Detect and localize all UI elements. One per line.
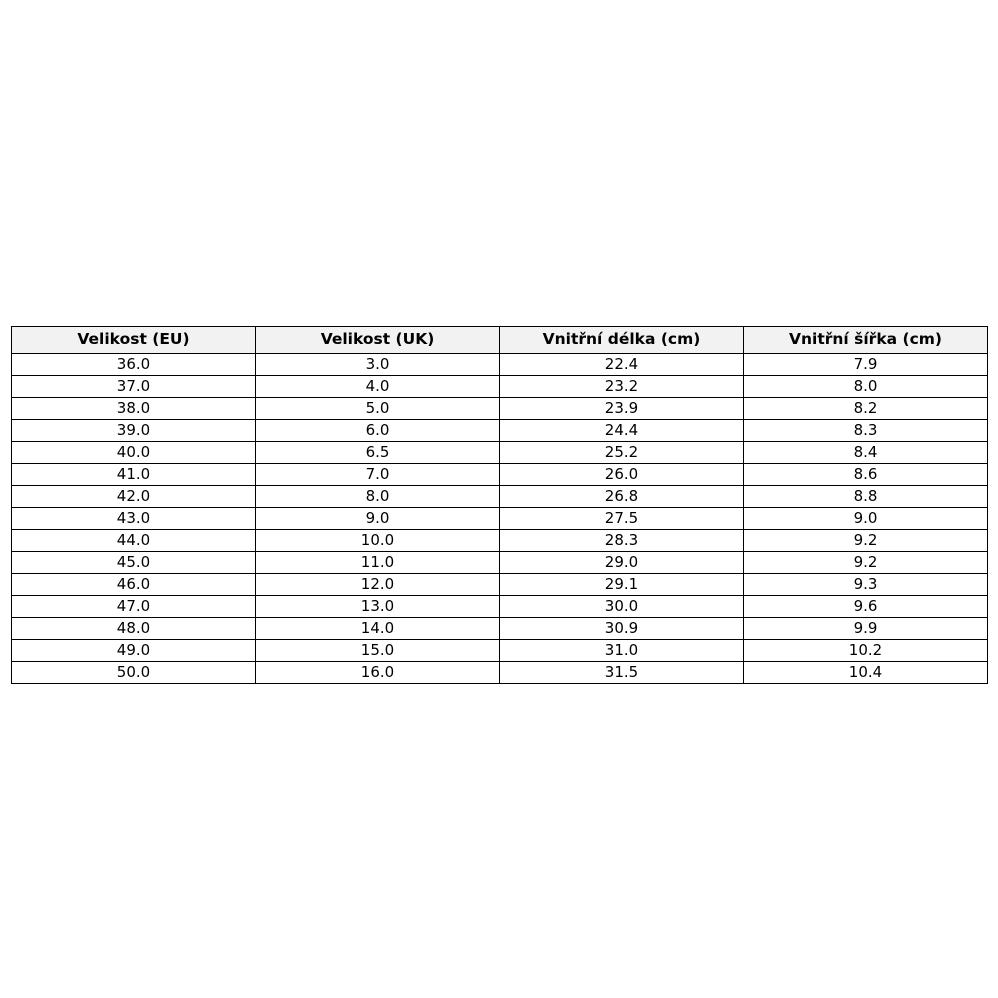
table-row	[12, 463, 988, 485]
table-row	[12, 595, 988, 617]
table-row	[12, 617, 988, 639]
table-row	[12, 375, 988, 397]
cell-inner-length: 30.0	[500, 595, 744, 617]
column-header-inner-width: Vnitřní šířka (cm)	[744, 327, 988, 354]
cell-inner-length: 24.4	[500, 419, 744, 441]
cell-inner-width: 8.3	[744, 419, 988, 441]
table-row	[12, 529, 988, 551]
cell-eu-size: 42.0	[12, 485, 256, 507]
cell-eu-size: 45.0	[12, 551, 256, 573]
cell-eu-size: 46.0	[12, 573, 256, 595]
column-header-inner-length: Vnitřní délka (cm)	[500, 327, 744, 354]
cell-inner-length: 26.8	[500, 485, 744, 507]
cell-uk-size: 15.0	[256, 639, 500, 661]
cell-uk-size: 14.0	[256, 617, 500, 639]
cell-inner-length: 29.0	[500, 551, 744, 573]
cell-inner-width: 10.2	[744, 639, 988, 661]
cell-inner-length: 23.2	[500, 375, 744, 397]
column-header-eu-size: Velikost (EU)	[12, 327, 256, 354]
cell-eu-size: 38.0	[12, 397, 256, 419]
table-row	[12, 507, 988, 529]
cell-inner-length: 23.9	[500, 397, 744, 419]
cell-eu-size: 44.0	[12, 529, 256, 551]
cell-uk-size: 6.5	[256, 441, 500, 463]
cell-inner-length: 30.9	[500, 617, 744, 639]
cell-eu-size: 48.0	[12, 617, 256, 639]
cell-inner-width: 9.6	[744, 595, 988, 617]
cell-inner-width: 8.0	[744, 375, 988, 397]
cell-eu-size: 47.0	[12, 595, 256, 617]
table-row	[12, 419, 988, 441]
cell-inner-width: 9.3	[744, 573, 988, 595]
cell-inner-length: 31.5	[500, 661, 744, 683]
cell-inner-length: 26.0	[500, 463, 744, 485]
cell-inner-width: 8.4	[744, 441, 988, 463]
table-row	[12, 573, 988, 595]
cell-inner-length: 22.4	[500, 353, 744, 375]
cell-uk-size: 13.0	[256, 595, 500, 617]
cell-inner-width: 9.2	[744, 529, 988, 551]
cell-inner-length: 25.2	[500, 441, 744, 463]
cell-inner-width: 9.0	[744, 507, 988, 529]
cell-inner-width: 8.2	[744, 397, 988, 419]
table-row	[12, 353, 988, 375]
cell-inner-length: 29.1	[500, 573, 744, 595]
cell-uk-size: 11.0	[256, 551, 500, 573]
cell-inner-length: 31.0	[500, 639, 744, 661]
cell-uk-size: 8.0	[256, 485, 500, 507]
cell-uk-size: 5.0	[256, 397, 500, 419]
table-header	[12, 327, 988, 354]
cell-uk-size: 9.0	[256, 507, 500, 529]
cell-eu-size: 41.0	[12, 463, 256, 485]
cell-eu-size: 43.0	[12, 507, 256, 529]
cell-eu-size: 40.0	[12, 441, 256, 463]
table-row	[12, 639, 988, 661]
cell-uk-size: 4.0	[256, 375, 500, 397]
column-header-uk-size: Velikost (UK)	[256, 327, 500, 354]
cell-eu-size: 36.0	[12, 353, 256, 375]
cell-uk-size: 12.0	[256, 573, 500, 595]
cell-eu-size: 37.0	[12, 375, 256, 397]
cell-uk-size: 10.0	[256, 529, 500, 551]
cell-inner-width: 8.8	[744, 485, 988, 507]
cell-uk-size: 6.0	[256, 419, 500, 441]
cell-inner-length: 27.5	[500, 507, 744, 529]
table-row	[12, 441, 988, 463]
table-row	[12, 485, 988, 507]
size-chart-table	[11, 326, 988, 684]
cell-inner-width: 9.9	[744, 617, 988, 639]
cell-inner-length: 28.3	[500, 529, 744, 551]
cell-inner-width: 7.9	[744, 353, 988, 375]
cell-uk-size: 16.0	[256, 661, 500, 683]
cell-inner-width: 9.2	[744, 551, 988, 573]
size-chart-container	[11, 326, 987, 684]
cell-eu-size: 39.0	[12, 419, 256, 441]
cell-inner-width: 8.6	[744, 463, 988, 485]
cell-eu-size: 49.0	[12, 639, 256, 661]
cell-inner-width: 10.4	[744, 661, 988, 683]
table-row	[12, 551, 988, 573]
cell-eu-size: 50.0	[12, 661, 256, 683]
cell-uk-size: 3.0	[256, 353, 500, 375]
table-body	[12, 353, 988, 683]
table-row	[12, 397, 988, 419]
table-header-row	[12, 327, 988, 354]
cell-uk-size: 7.0	[256, 463, 500, 485]
table-row	[12, 661, 988, 683]
